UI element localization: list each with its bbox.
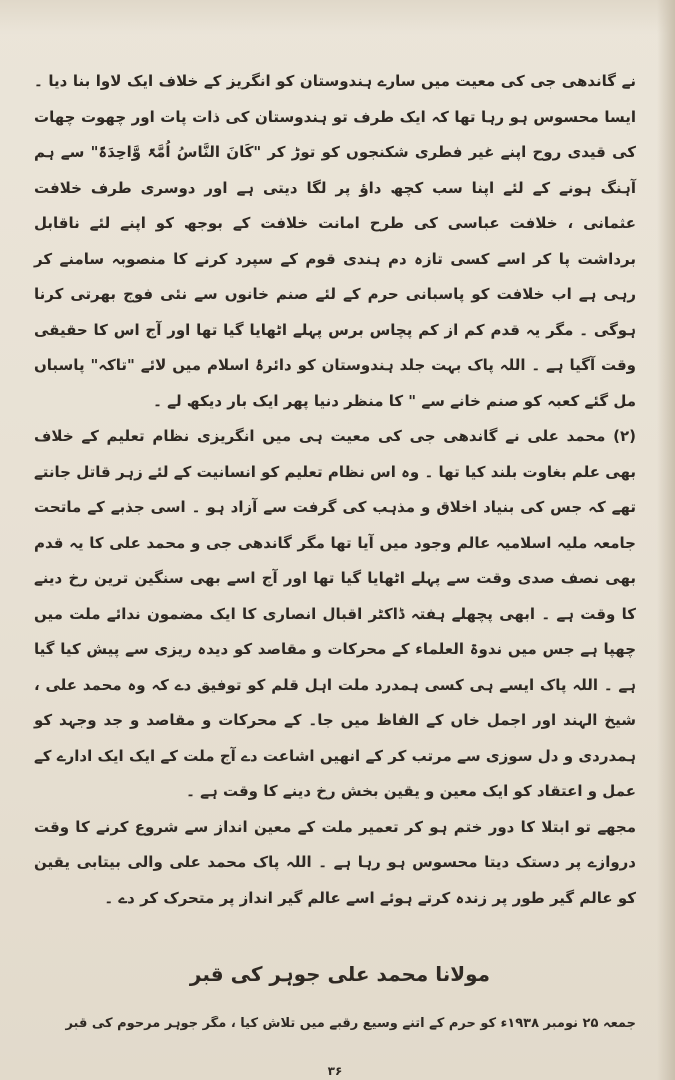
continuation-line: جمعہ ۲۵ نومبر ۱۹۳۸ء کو حرم کے اتنے وسیع رقبے میں تلاش کیا ، مگر جوہر مرحوم کی قبر (65, 1016, 636, 1031)
paragraph: (۲) محمد علی نے گاندھی جی کی معیت ہی میں انگریزی نظام تعلیم کے خلاف بھی علم بغاوت بلند کیا تھا ۔ وہ اس نظام تعلیم کو انسانیت کے لئے زہر قاتل جانتے تھے کہ جس کی بنیاد اخلاق و مذہب کی گرفت سے آزاد ہو ۔ اسی جذبے کے ماتحت جامعہ ملیہ اسلامیہ عالم وجود میں آیا تھا مگر گاندھی جی و محمد علی کا یہ قدم بھی نصف صدی وقت سے پہلے اٹھایا گیا تھا اور آج اسے بھی سنگین ترین رخ دینے کا وقت ہے ۔ ابھی پچھلے ہفتہ ڈاکٹر اقبال انصاری کا ایک مضمون ندائے ملت میں چھپا ہے جس میں ندوۃ العلماء کے محرکات و مقاصد کو دیدہ ریزی سے پیش کیا گیا ہے ۔ اللہ پاک ایسے ہی کسی ہمدرد ملت اہل قلم کو توفیق دے کہ وہ محمد علی ، شیخ الہند اور اجمل خاں کے الفاظ میں جا۔ کے محرکات و مقاصد و جد وجہد کو ہمدردی و دل سوزی سے مرتب کر کے انھیں اشاعت دے آج ملت کے ایک ایک ادارے کے عمل و اعتقاد کو ایک معین و یقین بخش رخ دینے کا وقت ہے ۔ (34, 427, 636, 800)
page-shadow-right (657, 0, 675, 1080)
page-shadow-top (0, 0, 675, 34)
body-text (34, 64, 636, 916)
paragraph: نے گاندھی جی کی معیت میں سارے ہندوستان کو انگریز کے خلاف ایک لاوا بنا دیا ۔ ایسا محسوس ہو رہا تھا کہ ایک طرف تو ہندوستان کی ذات پات اور چھوت چھات کی قیدی روح اپنے غیر فطری شکنجوں کو توڑ کر "کَانَ النَّاسُ اُمَّۃً وَّاحِدَۃً" سے ہم آہنگ ہونے کے لئے اپنا سب کچھ داؤ پر لگا دیتی ہے اور دوسری طرف خلافت عثمانی ، خلافت عباسی کی طرح امانت خلافت کے بوجھ کو اپنے لئے ناقابل برداشت پا کر اسے کسی تازہ دم ہندی قوم کے سپرد کرنے کا منصوبہ سامنے کر رہی ہے اب خلافت کو پاسبانی حرم کے لئے صنم خانوں سے نئی فوج بھرتی کرنا ہوگی ۔ مگر یہ قدم کم از کم پچاس برس پہلے اٹھایا گیا تھا اور آج اس کا حقیقی وقت آگیا ہے ۔ اللہ پاک بہت جلد ہندوستان کو دائرۂ اسلام میں لائے "تاکہ" پاسباں مل گئے کعبہ کو صنم خانے سے " کا منظر دنیا پھر ایک بار دیکھ لے ۔ (34, 72, 636, 410)
page-number: ۳۶ (327, 1064, 343, 1078)
paragraph: مجھے تو ابتلا کا دور ختم ہو کر تعمیر ملت کے معین انداز سے شروع کرنے کا وقت دروازے پر دستک دیتا محسوس ہو رہا ہے ۔ اللہ پاک محمد علی والی بیتابی یقین کو عالم گیر طور پر زندہ کرتے ہوئے اسے عالم گیر انداز پر متحرک کر دے ۔ (34, 817, 636, 907)
section-heading: مولانا محمد علی جوہر کی قبر (189, 962, 491, 986)
